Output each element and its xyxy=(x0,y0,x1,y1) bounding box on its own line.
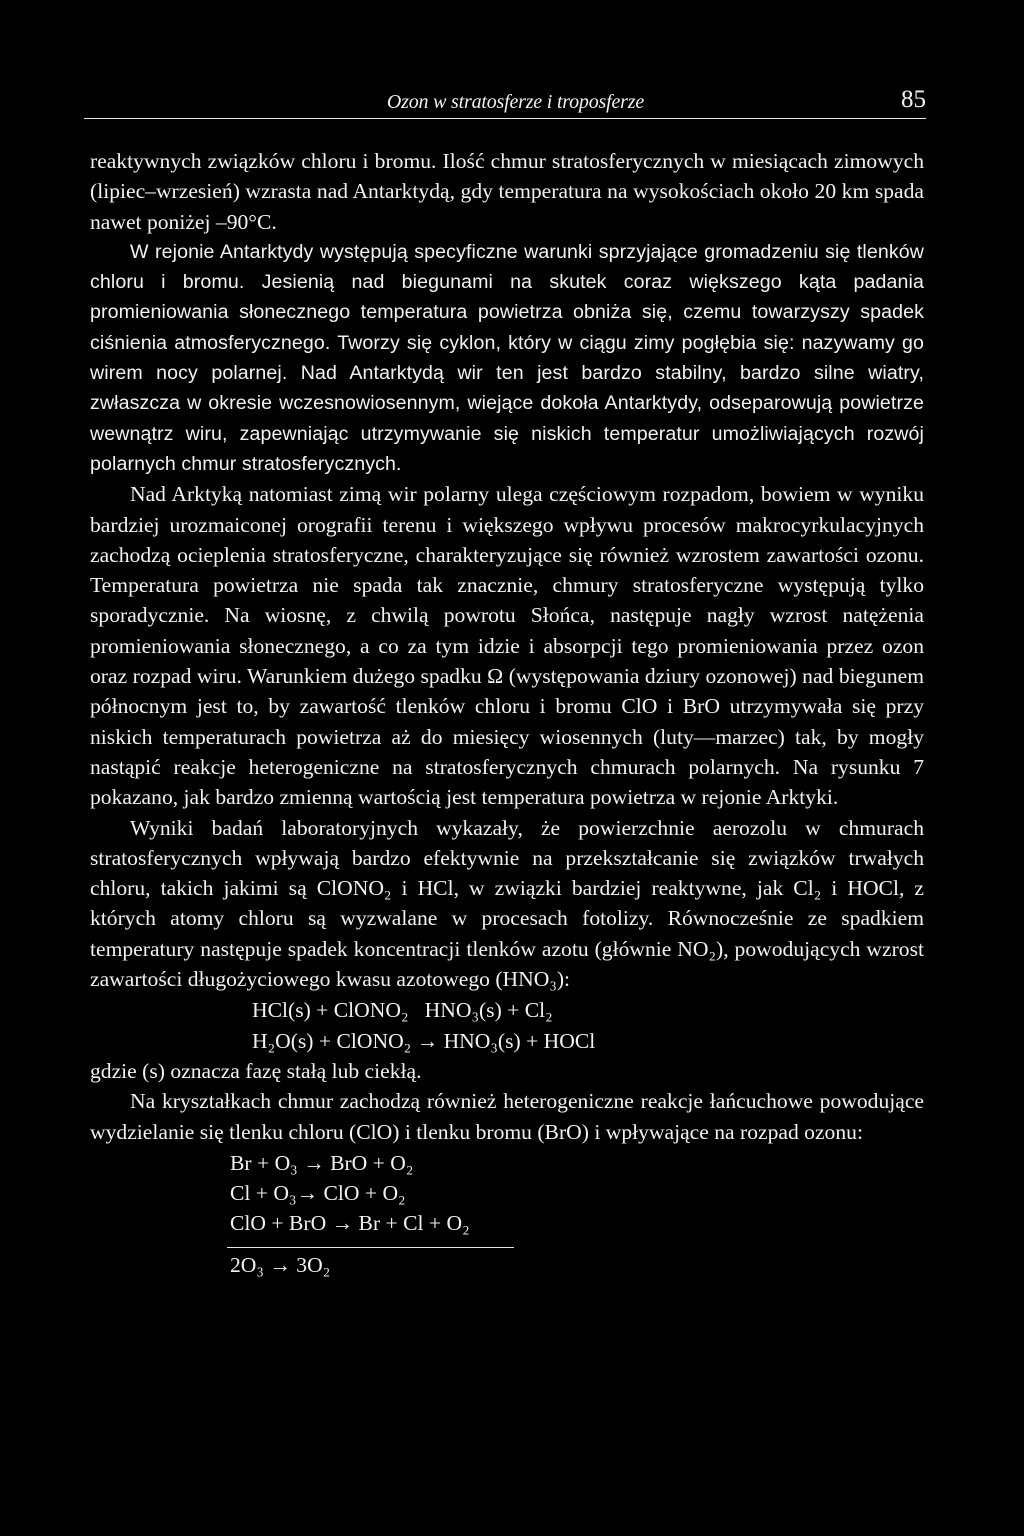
paragraph-3: Nad Arktyką natomiast zimą wir polarny ulega częściowym rozpadom, bowiem w wyniku bardziej urozmaiconej orografii terenu i większego wpływu procesów makrocyrkulacyjnych zachodzą ocieplenia stratosferyczne, charakteryzujące się również wzrostem zawartości ozonu. Temperatura powietrza nie spada tak znacznie, chmury stratosferyczne występują tylko sporadycznie. Na wiosnę, z chwilą powrotu Słońca, następuje nagły wzrost natężenia promieniowania słonecznego, a co za tym idzie i absorpcji tego promieniowania przez ozon oraz rozpad wiru. Warunkiem dużego spadku Ω (występowania dziury ozonowej) nad biegunem północnym jest to, by zawartość tlenków chloru i bromu ClO i BrO utrzymywała się przy niskich temperaturach powietrza aż do miesięcy wiosennych (luty—marzec) tak, by mogły nastąpić reakcje heterogeniczne na stratosferycznych chmurach polarnych. Na rysunku 7 pokazano, jak bardzo zmienną wartością jest temperatura powietrza w rejonie Arktyki. xyxy=(90,482,924,810)
running-header xyxy=(84,88,926,119)
paragraph-6: Na kryształkach chmur zachodzą również heterogeniczne reakcje łańcuchowe powodujące wydzielanie się tlenku chloru (ClO) i tlenku bromu (BrO) i wpływające na rozpad ozonu: xyxy=(90,1089,924,1144)
equations-ozone-cycle xyxy=(90,1148,924,1280)
running-head-title: Ozon w stratosferze i troposferze xyxy=(386,91,644,113)
body-text xyxy=(90,146,924,1280)
paragraph-4: Wyniki badań laboratoryjnych wykazały, że powierzchnie aerozolu w chmurach stratosferycznych wpływają bardzo efektywnie na przekształcanie się związków trwałych chloru, takich jakimi są ClONO₂ i HCl, w związki bardziej reaktywne, jak Cl₂ i HOCl, z których atomy chloru są wyzwalane w procesach fotolizy. Równocześnie ze spadkiem temperatury następuje spadek koncentracji tlenków azotu (głównie NO₂), powodujących wzrost zawartości długożyciowego kwasu azotowego (HNO₃): xyxy=(90,815,924,992)
equation-ozone-3: ClO + BrO → Br + Cl + O₂ xyxy=(230,1211,470,1236)
page-number: 85 xyxy=(901,86,926,113)
paragraph-2: W rejonie Antarktydy występują specyficzne warunki sprzyjające gromadzeniu się tlenków chloru i bromu. Jesienią nad biegunami na skutek coraz większego kąta padania promieniowania słonecznego temperatura powietrza obniża się, czemu towarzyszy spadek ciśnienia atmosferycznego. Tworzy się cyklon, który w ciągu zimy pogłębia się: nazywamy go wirem nocy polarnej. Nad Antarktydą wir ten jest bardzo stabilny, bardzo silne wiatry, zwłaszcza w okresie wczesnowiosennym, wiejące dokoła Antarktydy, odseparowują powietrze wewnątrz wiru, zapewniając utrzymywanie się niskich temperatur umożliwiających rozwój polarnych chmur stratosferycznych. xyxy=(90,240,924,475)
paragraph-5: gdzie (s) oznacza fazę stałą lub ciekłą. xyxy=(90,1058,422,1083)
equation-hno3-1: HCl(s) + ClONO₂ HNO₃(s) + Cl₂ xyxy=(252,998,553,1023)
equation-ozone-sum: 2O₃ → 3O₂ xyxy=(230,1252,331,1277)
paragraph-1: reaktywnych związków chloru i bromu. Ilość chmur stratosferycznych w miesiącach zimowych (lipiec–wrzesień) wzrasta nad Antarktydą, gdy temperatura na wysokościach około 20 km spada nawet poniżej –90°C. xyxy=(90,149,924,234)
equation-ozone-2: Cl + O₃→ ClO + O₂ xyxy=(230,1181,406,1206)
equation-hno3-2: H₂O(s) + ClONO₂ → HNO₃(s) + HOCl xyxy=(252,1028,596,1053)
sum-rule xyxy=(227,1247,514,1248)
equation-ozone-1: Br + O₃ → BrO + O₂ xyxy=(230,1150,414,1175)
equations-nitric-acid xyxy=(90,995,924,1056)
